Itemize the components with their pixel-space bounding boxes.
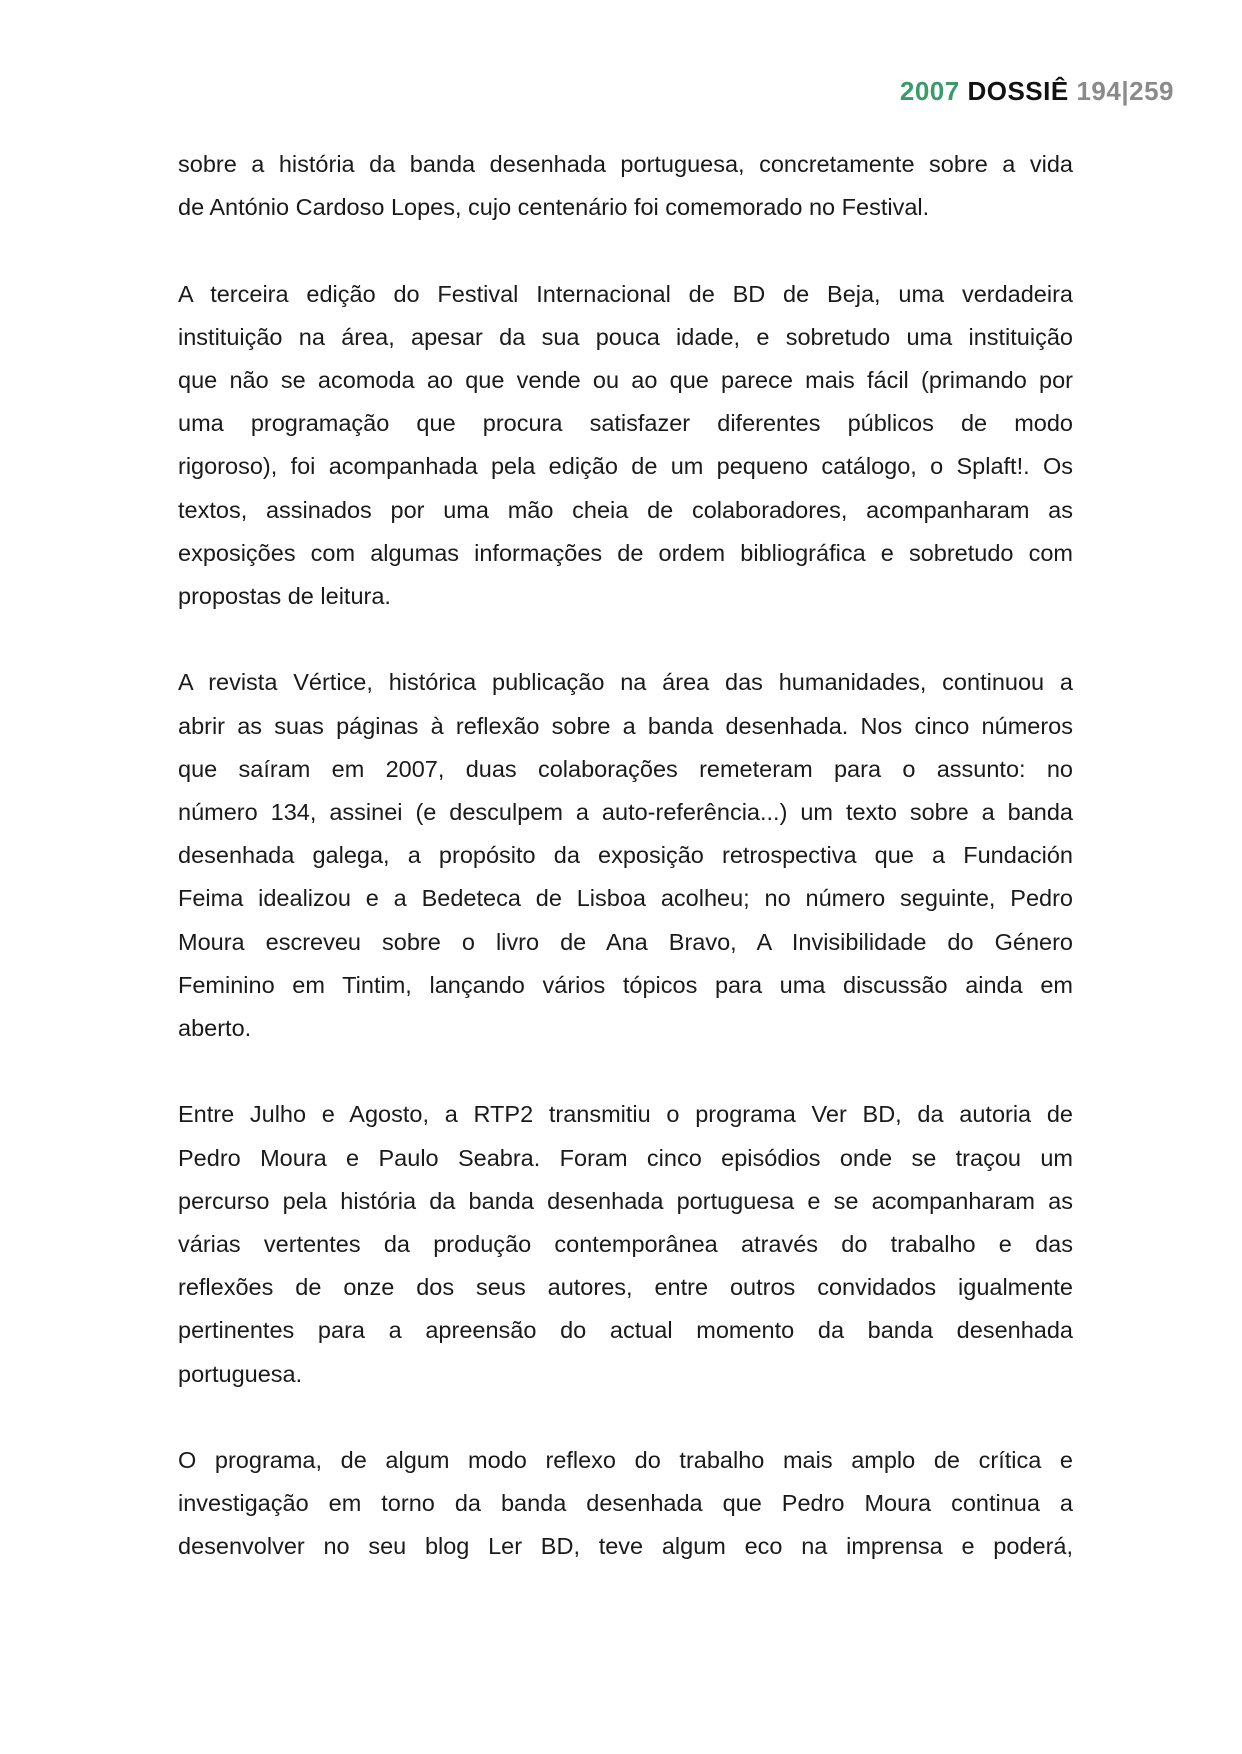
paragraph — [178, 143, 1073, 229]
paragraph — [178, 1439, 1073, 1569]
text-line: desenvolver no seu blog Ler BD, teve algum eco na imprensa e poderá, — [178, 1533, 1073, 1560]
text-line: Pedro Moura e Paulo Seabra. Foram cinco episódios onde se traçou um — [178, 1144, 1073, 1171]
text-line: A terceira edição do Festival Internacional de BD de Beja, uma verdadeira — [178, 280, 1073, 307]
text-line: investigação em torno da banda desenhada que Pedro Moura continua a — [178, 1490, 1073, 1517]
paragraph — [178, 661, 1073, 1050]
text-line: várias vertentes da produção contemporânea através do trabalho e das — [178, 1231, 1073, 1258]
text-line: Feima idealizou e a Bedeteca de Lisboa acolheu; no número seguinte, Pedro — [178, 885, 1073, 912]
text-line: A revista Vértice, histórica publicação na área das humanidades, continuou a — [178, 669, 1073, 696]
text-line: percurso pela história da banda desenhada portuguesa e se acompanharam as — [178, 1187, 1073, 1214]
text-line: desenhada galega, a propósito da exposição retrospectiva que a Fundación — [178, 842, 1073, 869]
text-line: Feminino em Tintim, lançando vários tópicos para uma discussão ainda em — [178, 971, 1073, 998]
text-line: rigoroso), foi acompanhada pela edição de um pequeno catálogo, o Splaft!. Os — [178, 453, 1073, 480]
text-line: que não se acomoda ao que vende ou ao que parece mais fácil (primando por — [178, 367, 1073, 393]
text-line: Entre Julho e Agosto, a RTP2 transmitiu o programa Ver BD, da autoria de — [178, 1101, 1073, 1128]
text-line: textos, assinados por uma mão cheia de colaboradores, acompanharam as — [178, 496, 1073, 523]
paragraph — [178, 273, 1073, 619]
text-line: pertinentes para a apreensão do actual momento da banda desenhada — [178, 1317, 1073, 1344]
text-line: instituição na área, apesar da sua pouca idade, e sobretudo uma instituição — [178, 323, 1073, 350]
text-line: propostas de leitura. — [178, 583, 391, 610]
text-line: de António Cardoso Lopes, cujo centenário foi comemorado no Festival. — [178, 194, 930, 221]
text-line: que saíram em 2007, duas colaborações remeteram para o assunto: no — [178, 755, 1073, 782]
text-line: portuguesa. — [178, 1360, 303, 1387]
header-page-number: 194|259 — [1076, 76, 1174, 106]
body-text — [178, 143, 1073, 1612]
text-line: número 134, assinei (e desculpem a auto-referência...) um texto sobre a banda — [178, 799, 1073, 826]
page-header — [900, 76, 1174, 107]
text-line: aberto. — [178, 1015, 252, 1042]
text-line: Moura escreveu sobre o livro de Ana Bravo, A Invisibilidade do Género — [178, 928, 1073, 955]
header-title: DOSSIÊ — [967, 76, 1069, 106]
text-line: reflexões de onze dos seus autores, entre outros convidados igualmente — [178, 1274, 1073, 1301]
text-line: exposições com algumas informações de ordem bibliográfica e sobretudo com — [178, 539, 1073, 566]
text-line: sobre a história da banda desenhada portuguesa, concretamente sobre a vida — [178, 151, 1073, 177]
text-line: abrir as suas páginas à reflexão sobre a banda desenhada. Nos cinco números — [178, 712, 1073, 739]
text-line: uma programação que procura satisfazer diferentes públicos de modo — [178, 410, 1073, 437]
paragraph — [178, 1093, 1073, 1395]
header-year: 2007 — [899, 76, 960, 106]
text-line: O programa, de algum modo reflexo do trabalho mais amplo de crítica e — [178, 1447, 1073, 1474]
